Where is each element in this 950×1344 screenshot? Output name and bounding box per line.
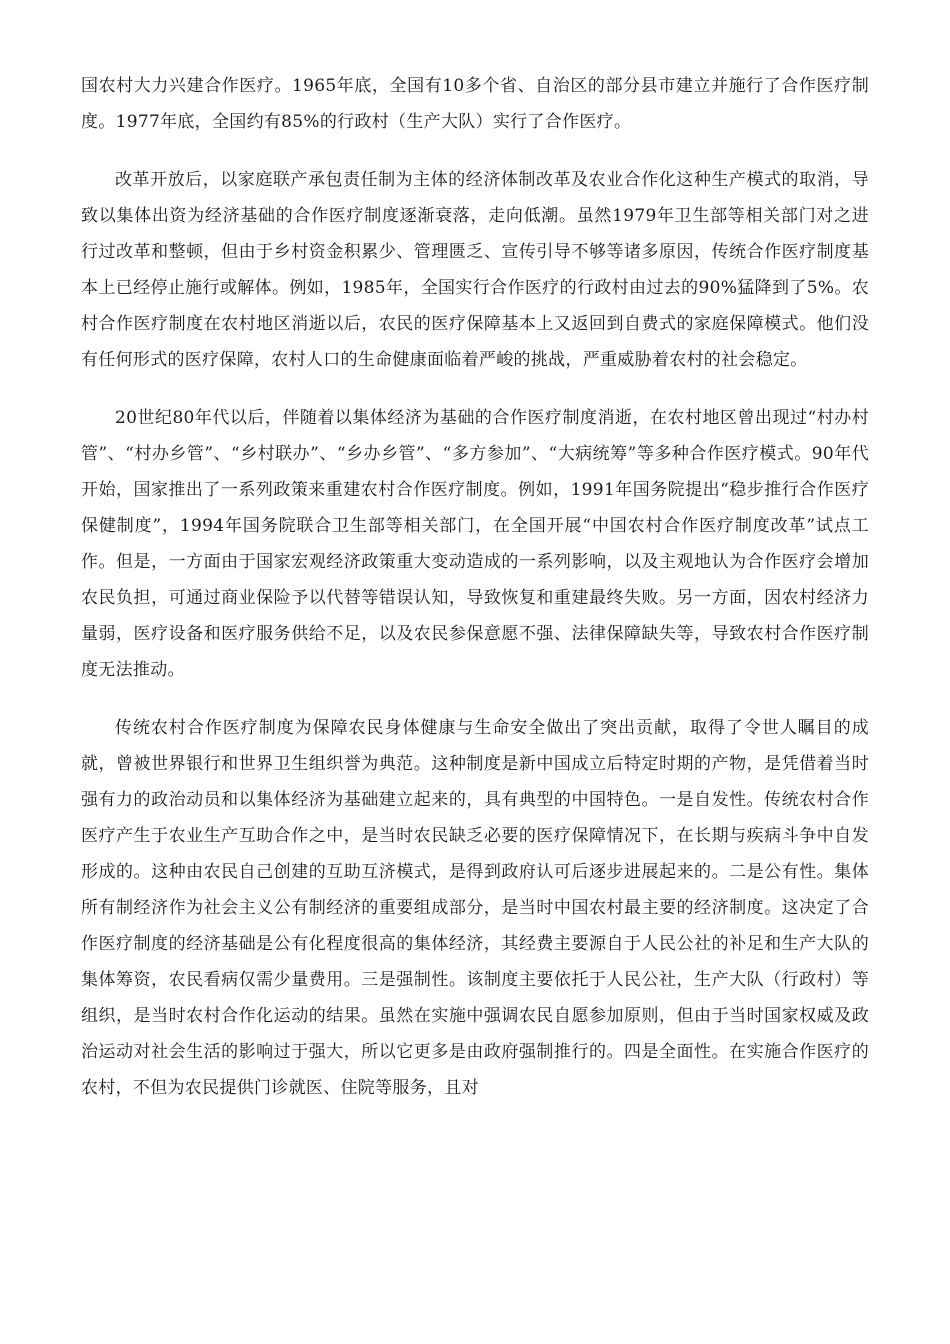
paragraph-reform-decline: 改革开放后，以家庭联产承包责任制为主体的经济体制改革及农业合作化这种生产模式的取消，导致以集体出资为经济基础的合作医疗制度逐渐衰落，走向低潮。虽然1979年卫生部等相关部门对之进行过改革和整顿，但由于乡村资金积累少、管理匮乏、宣传引导不够等诸多原因，传统合作医疗制度基本上已经停止施行或解体。例如，1985年，全国实行合作医疗的行政村由过去的90%猛降到了5%。农村合作医疗制度在农村地区消逝以后，农民的医疗保障基本上又返回到自费式的家庭保障模式。他们没有任何形式的医疗保障，农村人口的生命健康面临着严峻的挑战，严重威胁着农村的社会稳定。 bbox=[81, 170, 869, 370]
document-body bbox=[81, 68, 869, 1128]
paragraph-1980s-models: 20世纪80年代以后，伴随着以集体经济为基础的合作医疗制度消逝，在农村地区曾出现过“村办村管”、“村办乡管”、“乡村联办”、“乡办乡管”、“多方参加”、“大病统筹”等多种合作医疗模式。90年代开始，国家推出了一系列政策来重建农村合作医疗制度。例如，1991年国务院提出“稳步推行合作医疗保健制度”，1994年国务院联合卫生部等相关部门，在全国开展“中国农村合作医疗制度改革”试点工作。但是，一方面由于国家宏观经济政策重大变动造成的一系列影响，以及主观地认为合作医疗会增加农民负担，可通过商业保险予以代替等错误认知，导致恢复和重建最终失败。另一方面，因农村经济力量弱，医疗设备和医疗服务供给不足，以及农民参保意愿不强、法律保障缺失等，导致农村合作医疗制度无法推动。 bbox=[81, 408, 869, 680]
paragraph-continued: 国农村大力兴建合作医疗。1965年底，全国有10多个省、自治区的部分县市建立并施行了合作医疗制度。1977年底，全国约有85%的行政村（生产大队）实行了合作医疗。 bbox=[81, 76, 869, 132]
paragraph-traditional-features: 传统农村合作医疗制度为保障农民身体健康与生命安全做出了突出贡献，取得了令世人瞩目的成就，曾被世界银行和世界卫生组织誉为典范。这种制度是新中国成立后特定时期的产物，是凭借着当时强有力的政治动员和以集体经济为基础建立起来的，具有典型的中国特色。一是自发性。传统农村合作医疗产生于农业生产互助合作之中，是当时农民缺乏必要的医疗保障情况下，在长期与疾病斗争中自发形成的。这种由农民自己创建的互助互济模式，是得到政府认可后逐步进展起来的。二是公有性。集体所有制经济作为社会主义公有制经济的重要组成部分，是当时中国农村最主要的经济制度。这决定了合作医疗制度的经济基础是公有化程度很高的集体经济，其经费主要源自于人民公社的补足和生产大队的集体筹资，农民看病仅需少量费用。三是强制性。该制度主要依托于人民公社，生产大队（行政村）等组织，是当时农村合作化运动的结果。虽然在实施中强调农民自愿参加原则，但由于当时国家权威及政治运动对社会生活的影响过于强大，所以它更多是由政府强制推行的。四是全面性。在实施合作医疗的农村，不但为农民提供门诊就医、住院等服务，且对 bbox=[81, 718, 869, 1098]
